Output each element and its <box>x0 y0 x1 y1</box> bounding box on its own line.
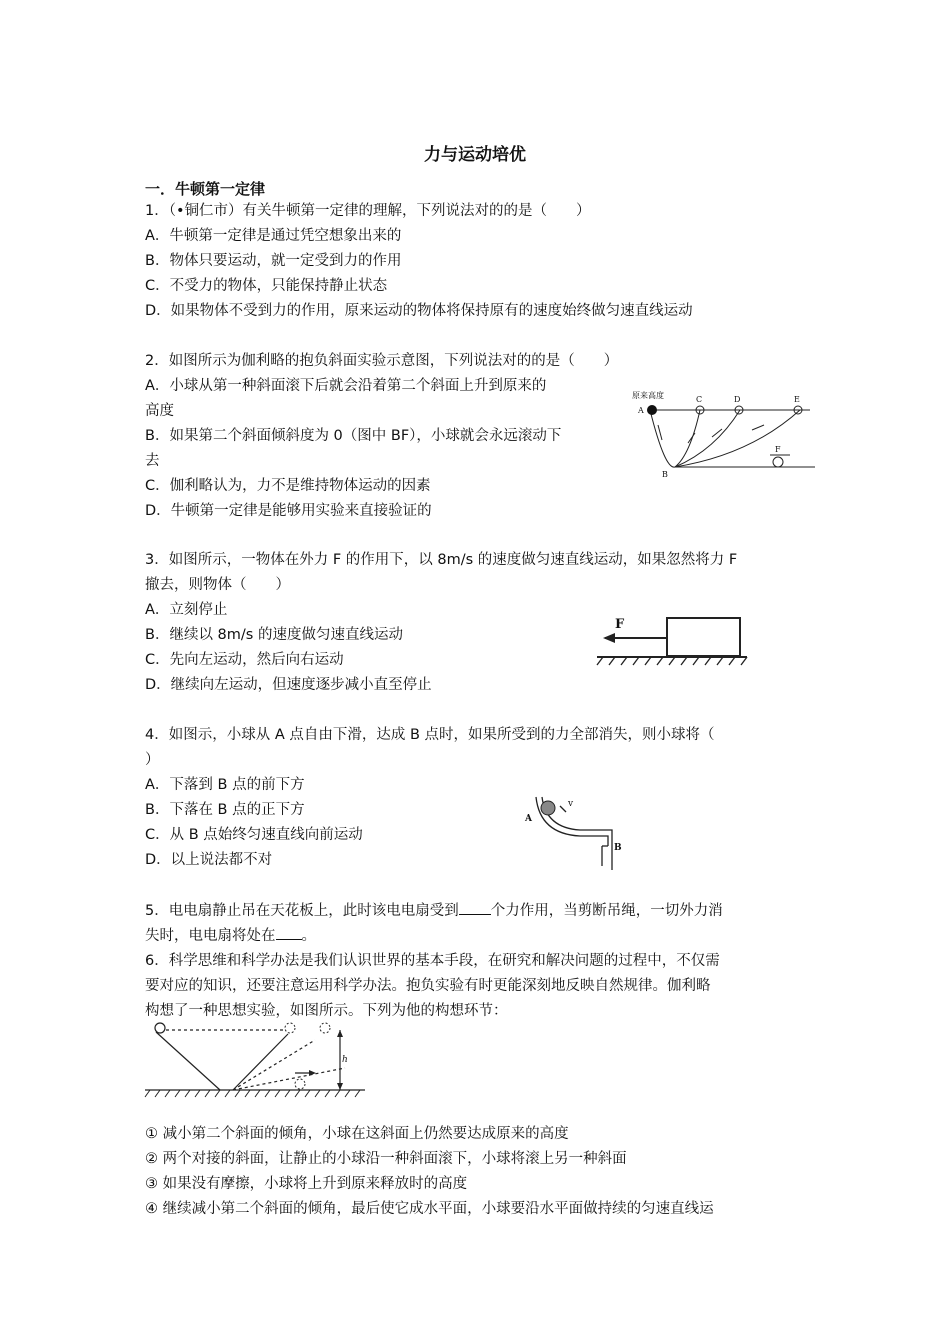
q1-stem: 1．（•铜仁市）有关牛顿第一定律的理解，下列说法对的的是（ ） <box>145 203 591 219</box>
q4-option-a: A．下落到 B 点的前下方 <box>145 777 305 793</box>
q6-step-2: ② 两个对接的斜面，让静止的小球沿一种斜面滚下，小球将滚上另一种斜面 <box>145 1151 627 1167</box>
fig-label-b: B <box>614 843 622 853</box>
q4-option-d: D．以上说法都不对 <box>145 852 273 868</box>
q1-option-b: B．物体只要运动，就一定受到力的作用 <box>145 253 402 269</box>
fig-label-f: F <box>775 445 781 454</box>
block-force-figure <box>595 610 755 670</box>
q5-text-2: 个力作用，当剪断吊绳，一切外力消 <box>490 903 723 919</box>
q5-text-4: 。 <box>301 928 316 944</box>
q1-option-d: D．如果物体不受到力的作用，原来运动的物体将保持原有的速度始终做匀速直线运动 <box>145 303 693 319</box>
fig-label-h: h <box>342 1055 348 1065</box>
q2-option-a-cont: 高度 <box>145 403 174 419</box>
q6-line2: 要对应的知识，还要注意运用科学办法。抱负实验有时更能深刻地反映自然规律。伽利略 <box>145 978 711 994</box>
galileo-ramp-figure <box>630 385 820 480</box>
q5-text-1: 5．电电扇静止吊在天花板上，此时该电电扇受到 <box>145 903 459 919</box>
fig-label-e: E <box>794 395 800 404</box>
answer-blank-1[interactable] <box>459 900 491 915</box>
q5-text-3: 失时，电电扇将处在 <box>145 928 276 944</box>
answer-blank-2[interactable] <box>276 925 302 940</box>
q3-option-c: C．先向左运动，然后向右运动 <box>145 652 344 668</box>
fig-label-orig-height: 原来高度 <box>632 391 664 400</box>
q4-option-c: C．从 B 点始终匀速直线向前运动 <box>145 827 363 843</box>
page-title: 力与运动培优 <box>424 145 526 165</box>
q3-option-b: B．继续以 8m/s 的速度做匀速直线运动 <box>145 627 403 643</box>
thought-experiment-figure <box>140 1018 375 1103</box>
fig-label-a: A <box>638 406 644 415</box>
section-heading: 一．牛顿第一定律 <box>145 180 266 198</box>
q2-option-d: D．牛顿第一定律是能够用实验来直接验证的 <box>145 503 432 519</box>
q1-option-c: C．不受力的物体，只能保持静止状态 <box>145 278 388 294</box>
q6-step-1: ① 减小第二个斜面的倾角，小球在这斜面上仍然要达成原来的高度 <box>145 1126 569 1142</box>
q5-line2 <box>145 925 316 946</box>
fig-label-force: F <box>615 617 625 632</box>
q1-option-a: A．牛顿第一定律是通过凭空想象出来的 <box>145 228 402 244</box>
q3-option-a: A．立刻停止 <box>145 602 228 618</box>
q4-stem: 4．如图示，小球从 A 点自由下滑，达成 B 点时，如果所受到的力全部消失，则小球将（ <box>145 727 715 743</box>
curved-track-figure <box>522 792 632 872</box>
q6-line1: 6．科学思维和科学办法是我们认识世界的基本手段，在研究和解决问题的过程中，不仅需 <box>145 953 720 969</box>
fig-label-b: B <box>662 470 668 479</box>
fig-label-d: D <box>734 395 741 404</box>
q6-line3: 构想了一种思想实验，如图所示。下列为他的构想环节： <box>145 1003 508 1019</box>
fig-label-c: C <box>696 395 703 404</box>
q4-option-b: B．下落在 B 点的正下方 <box>145 802 305 818</box>
q4-stem-cont: ） <box>145 752 160 768</box>
q2-option-b: B．如果第二个斜面倾斜度为 0（图中 BF），小球就会永远滚动下 <box>145 428 562 444</box>
q2-stem: 2．如图所示为伽利略的抱负斜面实验示意图，下列说法对的的是（ ） <box>145 353 619 369</box>
q2-option-a: A．小球从第一种斜面滚下后就会沿着第二个斜面上升到原来的 <box>145 378 547 394</box>
fig-label-v: v <box>568 799 574 809</box>
q6-step-4: ④ 继续减小第二个斜面的倾角，最后使它成水平面，小球要沿水平面做持续的匀速直线运 <box>145 1201 714 1217</box>
q3-stem: 3．如图所示，一物体在外力 F 的作用下，以 8m/s 的速度做匀速直线运动，如果忽然将力 F <box>145 552 738 568</box>
fig-label-a: A <box>525 814 532 824</box>
q2-option-c: C．伽利略认为，力不是维持物体运动的因素 <box>145 478 431 494</box>
q5-line1 <box>145 900 723 921</box>
q2-option-b-cont: 去 <box>145 453 160 469</box>
q6-step-3: ③ 如果没有摩擦，小球将上升到原来释放时的高度 <box>145 1176 468 1192</box>
q3-option-d: D．继续向左运动，但速度逐步减小直至停止 <box>145 677 432 693</box>
q3-stem-cont: 撤去，则物体（ ） <box>145 577 290 593</box>
